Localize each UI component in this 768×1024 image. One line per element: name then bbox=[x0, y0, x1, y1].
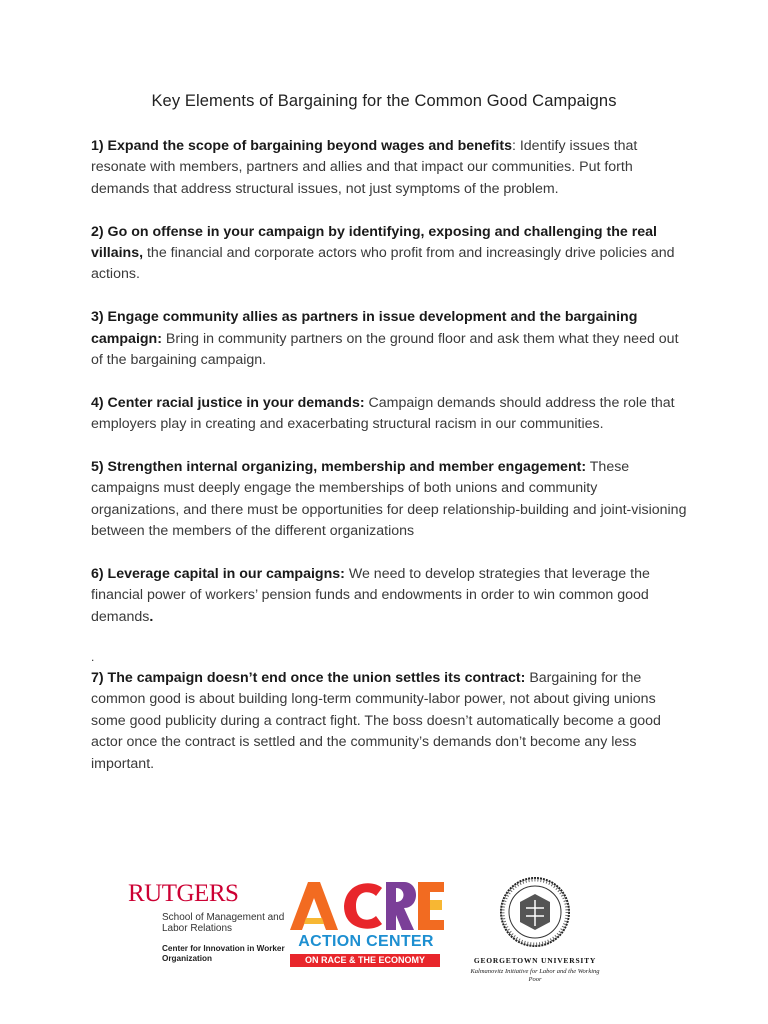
georgetown-logo bbox=[470, 872, 600, 992]
list-item bbox=[91, 457, 687, 543]
item-body: Campaign demands should address the role that employers play in creating and exacerbating structural racism in our communities. bbox=[91, 394, 675, 433]
rutgers-center: Center for Innovation in Worker Organization bbox=[162, 944, 285, 963]
item-heading: 2) Go on offense in your campaign by identifying, exposing and challenging the real villains, bbox=[91, 223, 657, 262]
item-heading: 6) Leverage capital in our campaigns: bbox=[91, 566, 345, 583]
item-body: Bargaining for the common good is about building long-term community-labor power, not about giving unions some good publicity during a contract fight. The boss doesn’t automatically become a good actor once the contract is settled and the community’s demands don’t become any less important. bbox=[91, 670, 661, 772]
item-heading: 7) The campaign doesn’t end once the union settles its contract: bbox=[91, 670, 526, 686]
item-heading: 5) Strengthen internal organizing, membership and member engagement: bbox=[91, 459, 587, 476]
georgetown-initiative: Kalmanovitz Initiative for Labor and the Working Poor bbox=[470, 968, 600, 983]
item-body: the financial and corporate actors who profit from and increasingly drive policies and actions. bbox=[91, 245, 675, 283]
acre-action-center: ACTION CENTER bbox=[298, 933, 434, 950]
item-body: We need to develop strategies that leverage the financial power of workers’ pension funds and endowments in order to win common good demands bbox=[91, 566, 650, 625]
list-item bbox=[91, 393, 687, 436]
partner-logos bbox=[0, 870, 768, 1000]
item-body: : Identify issues that resonate with members, partners and allies and that impact our communities. Put forth demands that address structural issues, not just symptoms of the problem. bbox=[91, 138, 638, 197]
stray-dot: . bbox=[91, 650, 95, 664]
document-title: Key Elements of Bargaining for the Common Good Campaigns bbox=[151, 92, 617, 110]
acre-tagline: ON RACE & THE ECONOMY bbox=[290, 954, 440, 967]
rutgers-wordmark: RUTGERS bbox=[128, 880, 239, 907]
acre-wordmark-icon bbox=[286, 878, 446, 934]
item-body: Bring in community partners on the ground floor and ask them what they need out of the bargaining campaign. bbox=[91, 330, 679, 369]
item-heading: 3) Engage community allies as partners in issue development and the bargaining campaign: bbox=[91, 309, 638, 347]
list-item bbox=[91, 136, 687, 200]
item-tail: . bbox=[149, 608, 154, 625]
university-seal-icon bbox=[470, 872, 600, 952]
list-item bbox=[91, 307, 687, 371]
list-item bbox=[91, 564, 687, 628]
item-body: These campaigns must deeply engage the memberships of both unions and community organizations, and there must be opportunities for deep relationship-building and joint-visioning between the members of the different organizations bbox=[91, 459, 687, 540]
acre-logo bbox=[286, 878, 446, 978]
list-item bbox=[91, 222, 687, 286]
item-heading: 1) Expand the scope of bargaining beyond wages and benefits bbox=[91, 138, 512, 154]
georgetown-name: GEORGETOWN UNIVERSITY bbox=[473, 956, 597, 965]
rutgers-logo bbox=[128, 880, 288, 963]
item-heading: 4) Center racial justice in your demands: bbox=[91, 394, 365, 411]
rutgers-school: School of Management and Labor Relations bbox=[162, 912, 285, 934]
list-item bbox=[91, 668, 687, 775]
elements-list bbox=[91, 136, 687, 650]
